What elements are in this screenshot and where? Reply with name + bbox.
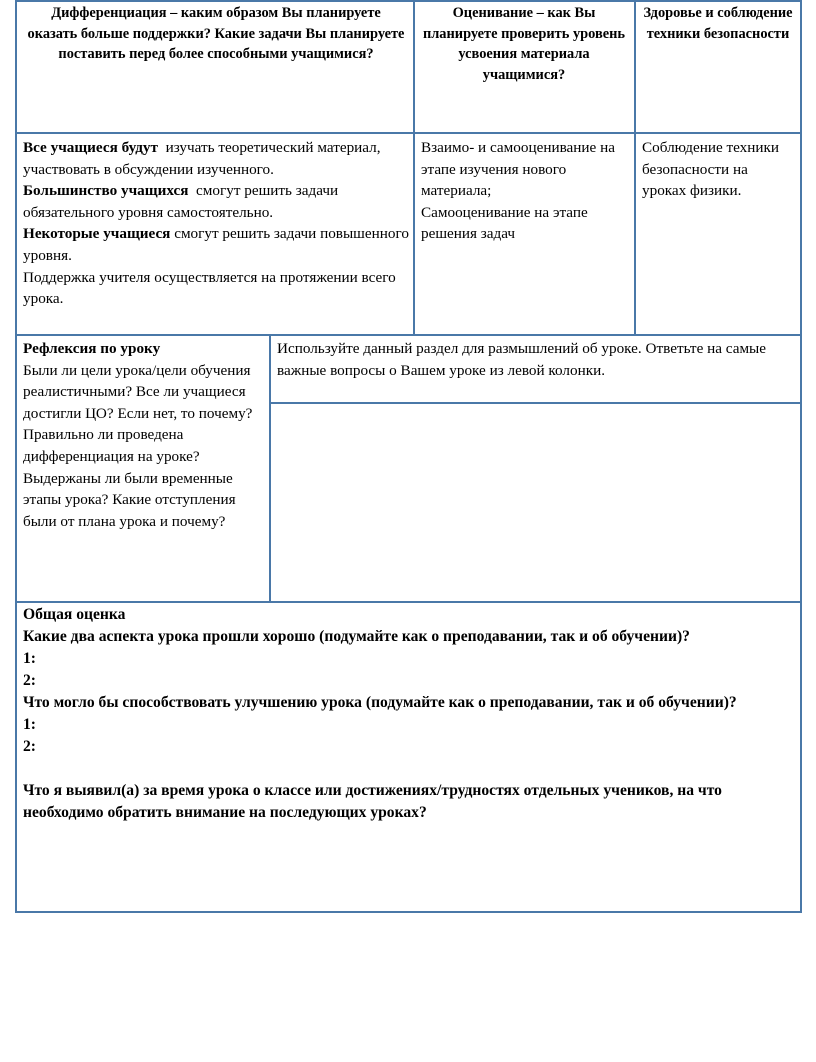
diff-most-text: смогут решить задачи обязательного уровня самостоятельно. [23,182,339,221]
table-border-top [15,0,802,2]
diff-all-label: Все учащиеся будут [23,139,158,156]
summary-spacer [23,758,793,780]
summary-q2-item1: 1: [23,716,36,733]
summary-q3: Что я выявил(а) за время урока о классе или достижениях/трудностях отдельных учеников, на что необходимо обратить внимание на последующих уроках? [23,782,722,821]
row-divider-reflection [15,334,802,336]
header-differentiation: Дифференциация – каким образом Вы планируете оказать больше поддержки? Какие задачи Вы планируете поставить перед более способными учащимися? [27,5,405,63]
diff-most-label: Большинство учащихся [23,182,189,200]
table-border-left [15,0,17,913]
diff-some-text: смогут решить задачи повышенного уровня. [23,225,409,264]
reflection-questions: Были ли цели урока/цели обучения реалистичными? Все ли учащиеся достигли ЦО? Если нет, то почему? Правильно ли проведена дифференциация на уроке? Выдержаны ли были временные этапы урока? Какие отступления были от плана урока и почему? [23,361,253,530]
diff-most [23,180,411,223]
assessment-1: Взаимо- и самооценивание на этапе изучения нового материала; [421,139,615,200]
diff-some [23,223,411,266]
diff-some-label: Некоторые учащиеся [23,225,171,243]
summary-q2: Что могло бы способствовать улучшению урока (подумайте как о преподавании, так и об обучении)? [23,694,737,711]
summary-q1-item1: 1: [23,650,36,667]
reflection-cell [23,338,263,532]
summary-q2-item2: 2: [23,738,36,755]
col-divider-1 [413,0,415,336]
header-safety: Здоровье и соблюдение техники безопасности [643,5,793,42]
table-border-right [800,0,802,913]
row-divider-header [15,132,802,134]
summary-q1: Какие два аспекта урока прошли хорошо (подумайте как о преподавании, так и об обучении)? [23,628,690,645]
col-divider-2 [634,0,636,336]
reflection-answer-area[interactable] [271,404,800,601]
row-divider-summary [15,601,802,603]
header-assessment: Оценивание – как Вы планируете проверить уровень усвоения материала учащимися? [422,5,626,83]
safety-cell: Соблюдение техники безопасности на уроках физики. [642,139,780,200]
differentiation-cell [23,137,411,310]
diff-all [23,137,411,180]
assessment-cell [421,137,621,245]
reflection-title: Рефлексия по уроку [23,340,161,357]
summary-cell [23,604,793,824]
table-border-bottom [15,911,802,913]
summary-title: Общая оценка [23,606,126,623]
diff-all-text: изучать теоретический материал, участвовать в обсуждении изученного. [23,139,381,178]
assessment-2: Самооценивание на этапе решения задач [421,203,588,243]
summary-q1-item2: 2: [23,672,36,689]
reflection-instruction: Используйте данный раздел для размышлений об уроке. Ответьте на самые важные вопросы о Вашем уроке из левой колонки. [277,340,766,379]
diff-support: Поддержка учителя осуществляется на протяжении всего урока. [23,268,396,308]
